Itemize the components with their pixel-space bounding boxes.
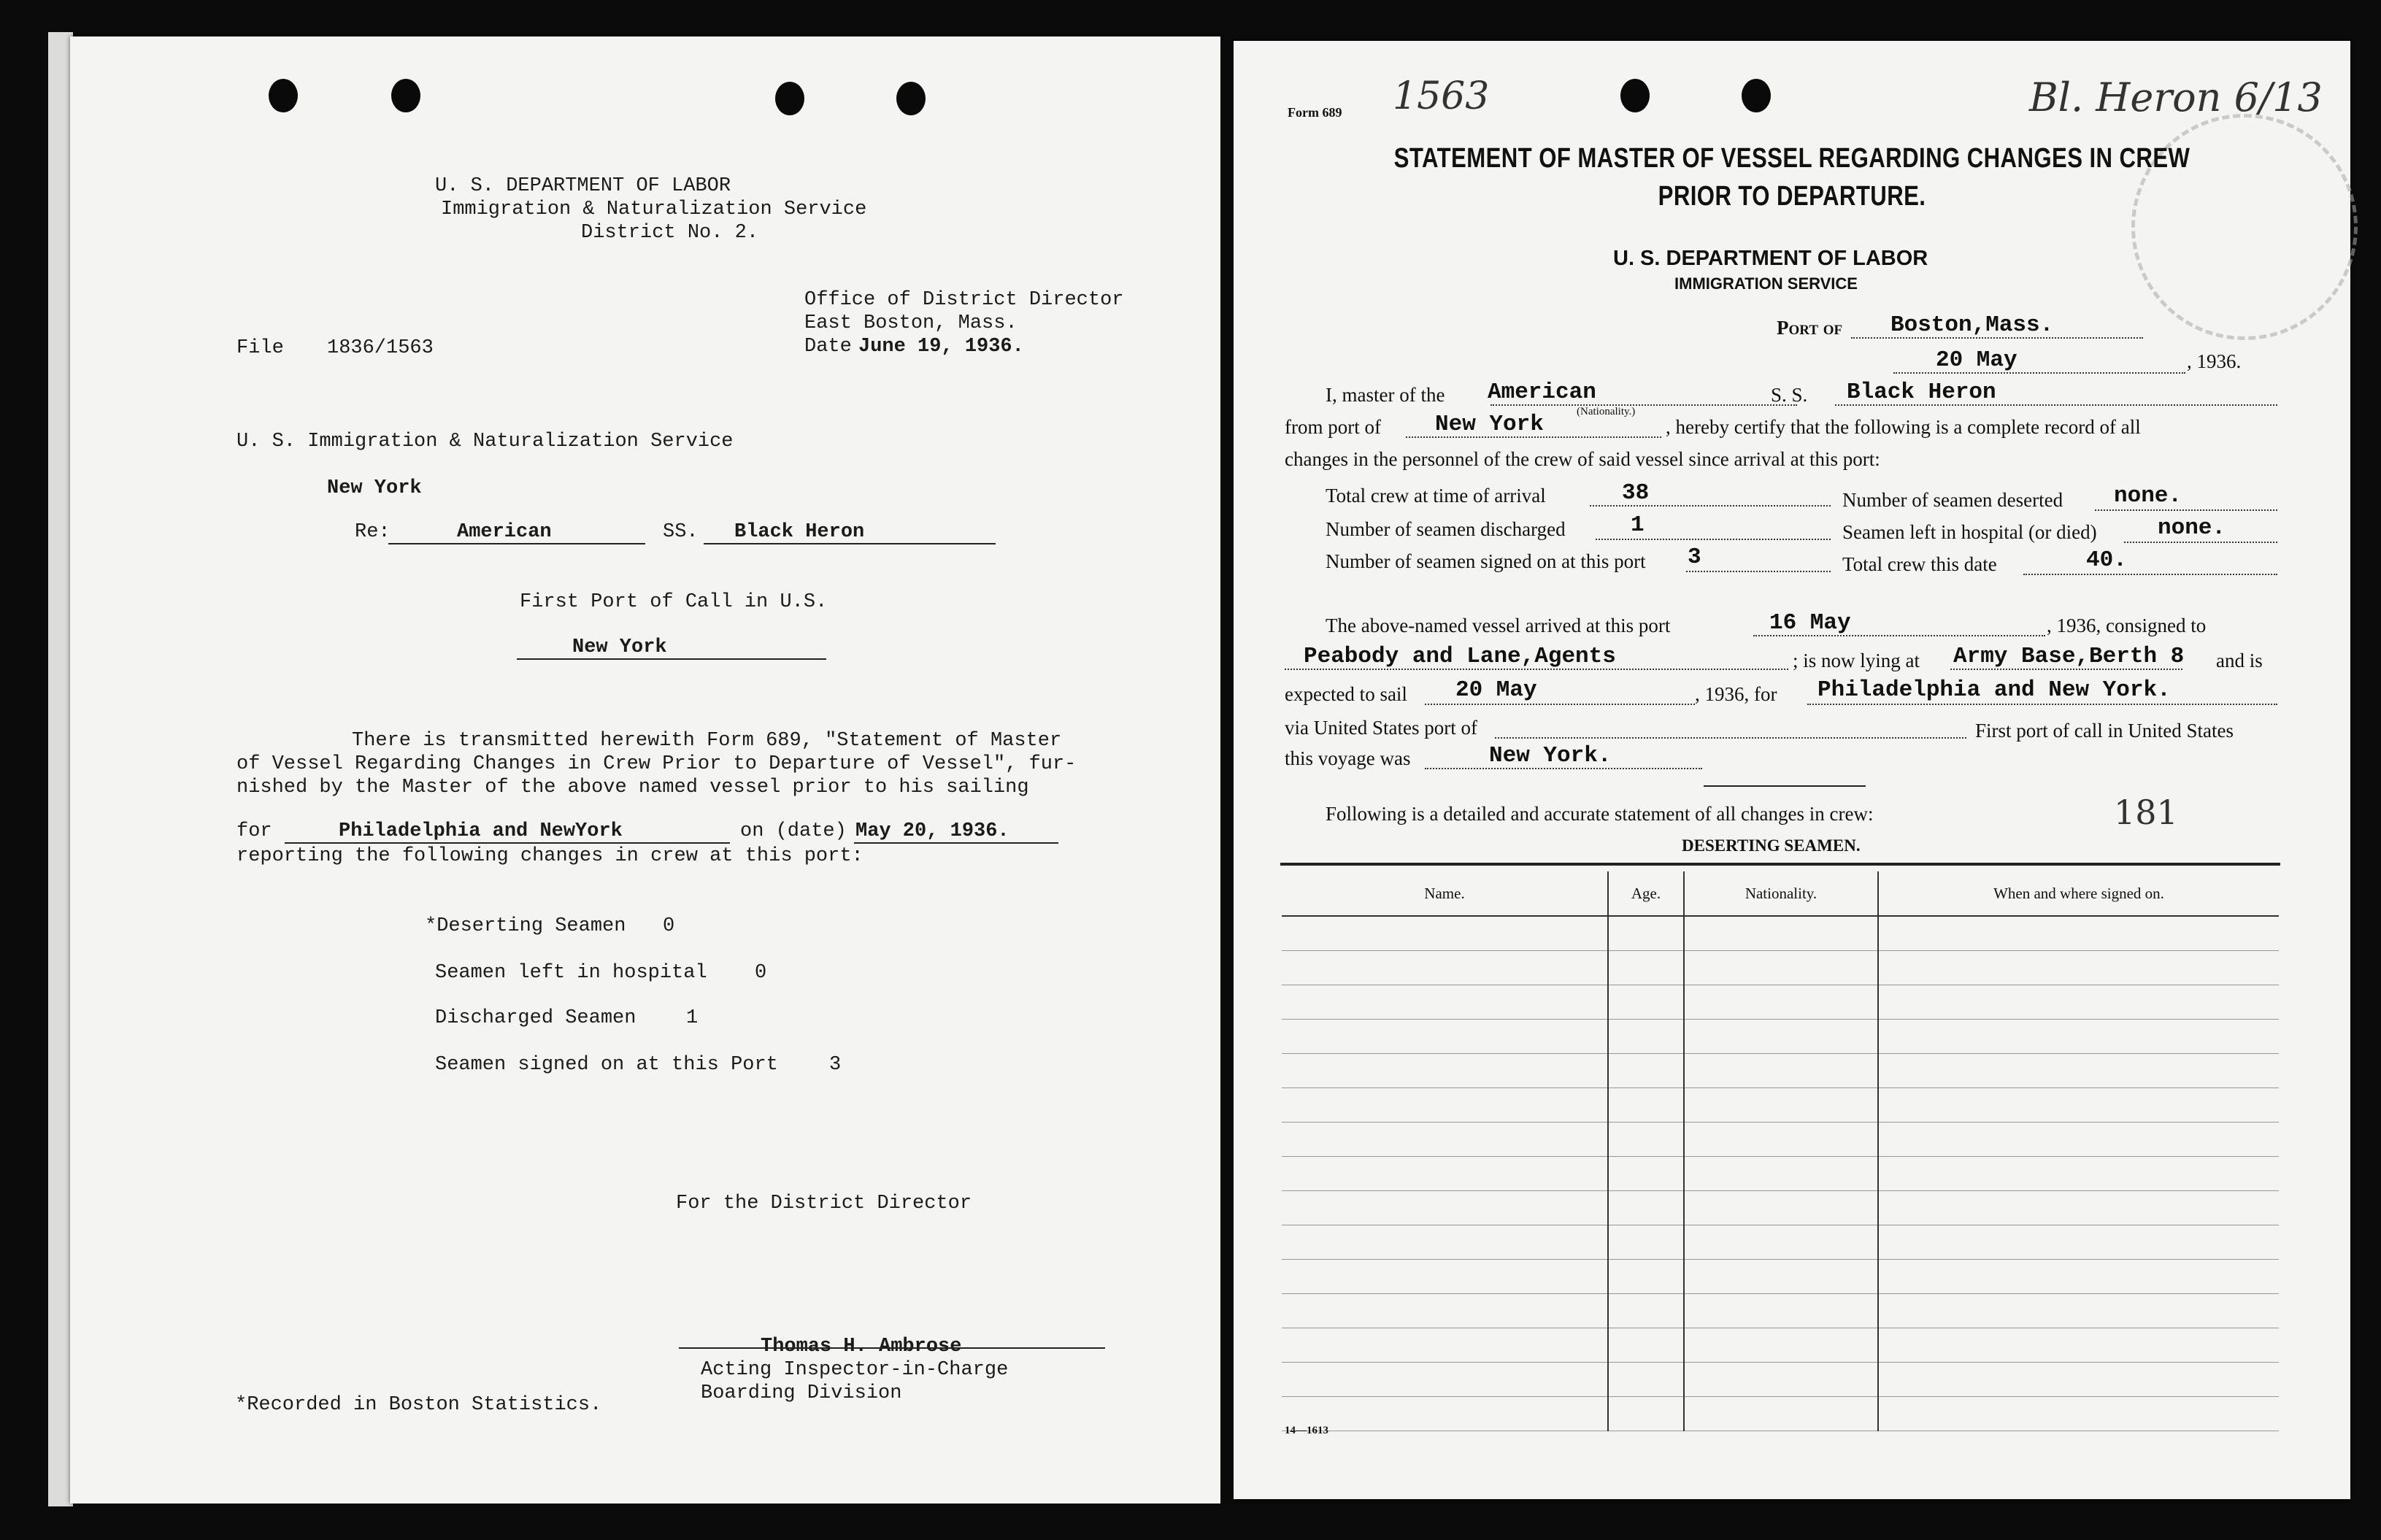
col-age: Age. — [1608, 871, 1684, 916]
change-hospital-value: 0 — [755, 962, 767, 984]
table-cell — [1608, 1157, 1684, 1191]
table-row — [1282, 1397, 2279, 1431]
form-date-year: , 1936. — [2187, 350, 2242, 372]
master-of-label: I, master of the — [1326, 384, 1445, 406]
form-dept: U. S. DEPARTMENT OF LABOR — [1613, 247, 1928, 270]
handwritten-vessel-note: Bl. Heron 6/13 — [2029, 74, 2323, 120]
table-cell — [1608, 1328, 1684, 1363]
table-row — [1282, 916, 2279, 951]
change-discharged-label: Discharged Seamen — [435, 1007, 636, 1029]
port-of-label: Port of — [1777, 317, 1843, 339]
first-call-label: First port of call in United States — [1975, 720, 2234, 742]
body-line-2: of Vessel Regarding Changes in Crew Prior to Departure of Vessel", fur- — [236, 753, 1077, 775]
table-cell — [1282, 1123, 1608, 1157]
table-cell — [1608, 951, 1684, 985]
destination-value: Philadelphia and New York. — [1818, 677, 2171, 703]
table-cell — [1684, 985, 1878, 1020]
on-date-label: on (date) — [740, 820, 847, 842]
table-cell — [1878, 1191, 2279, 1225]
stat-total-line — [2023, 574, 2277, 575]
table-cell — [1608, 1363, 1684, 1397]
expected-line — [1425, 704, 1695, 705]
table-row — [1282, 1020, 2279, 1054]
voyage-value: New York. — [1489, 743, 1612, 769]
table-top-rule — [1280, 863, 2280, 866]
stat-hospital-value: none. — [2158, 515, 2226, 541]
port-of-value: Boston,Mass. — [1890, 312, 2054, 338]
table-row — [1282, 1225, 2279, 1260]
table-cell — [1684, 1054, 1878, 1088]
table-cell — [1878, 1225, 2279, 1260]
punch-hole — [896, 82, 926, 115]
first-port-line — [517, 658, 826, 660]
col-signed-on: When and where signed on. — [1878, 871, 2279, 916]
table-cell — [1878, 1054, 2279, 1088]
letter-header-district: District No. 2. — [581, 222, 759, 244]
on-date-value: May 20, 1936. — [855, 820, 1009, 842]
table-cell — [1282, 1088, 1608, 1123]
table-cell — [1684, 951, 1878, 985]
table-cell — [1608, 985, 1684, 1020]
table-row — [1282, 1363, 2279, 1397]
body-line-3: nished by the Master of the above named vessel prior to his sailing — [236, 777, 1029, 798]
punch-hole — [269, 79, 298, 112]
stat-discharged-line — [1596, 539, 1831, 540]
table-row — [1282, 1191, 2279, 1225]
table-cell — [1282, 1157, 1608, 1191]
table-cell — [1684, 1157, 1878, 1191]
change-deserting-label: *Deserting Seamen — [425, 915, 626, 937]
expected-year: , 1936, for — [1695, 683, 1777, 705]
table-cell — [1878, 1260, 2279, 1294]
separator-rule — [1704, 785, 1866, 787]
table-cell — [1608, 1020, 1684, 1054]
ss-label: SS. — [663, 521, 699, 543]
deserting-seamen-table — [1282, 871, 2279, 1431]
table-cell — [1878, 951, 2279, 985]
table-cell — [1878, 1294, 2279, 1328]
table-cell — [1684, 916, 1878, 951]
stat-arrival-label: Total crew at time of arrival — [1326, 485, 1546, 507]
change-deserting-value: 0 — [663, 915, 675, 937]
punch-hole — [775, 82, 804, 115]
stat-total-value: 40. — [2086, 547, 2127, 573]
file-label: File — [236, 337, 284, 359]
reporting-line: reporting the following changes in crew at this port: — [236, 845, 863, 867]
stat-signed-label: Number of seamen signed on at this port — [1326, 550, 1646, 572]
table-row — [1282, 985, 2279, 1020]
addressee-city: New York — [327, 477, 422, 499]
first-port-value: New York — [572, 636, 667, 658]
punch-hole — [391, 79, 420, 112]
table-cell — [1282, 1020, 1608, 1054]
table-cell — [1282, 1294, 1608, 1328]
table-cell — [1878, 1397, 2279, 1431]
table-cell — [1608, 1397, 1684, 1431]
table-row — [1282, 951, 2279, 985]
table-cell — [1282, 985, 1608, 1020]
arrived-year: , 1936, consigned to — [2047, 615, 2207, 636]
col-name: Name. — [1282, 871, 1608, 916]
table-cell — [1684, 1294, 1878, 1328]
table-cell — [1608, 1088, 1684, 1123]
stat-signed-value: 3 — [1688, 544, 1701, 570]
certify-text-2: changes in the personnel of the crew of said vessel since arrival at this port: — [1285, 448, 1880, 470]
table-cell — [1282, 1054, 1608, 1088]
first-port-label: First Port of Call in U.S. — [520, 591, 828, 613]
punch-hole — [1620, 79, 1650, 112]
certify-text: , hereby certify that the following is a complete record of all — [1666, 416, 2141, 438]
stat-deserted-value: none. — [2114, 483, 2182, 509]
table-cell — [1684, 1225, 1878, 1260]
expected-value: 20 May — [1455, 677, 1537, 703]
signer-name: Thomas H. Ambrose — [761, 1336, 962, 1358]
on-date-line — [854, 842, 1058, 844]
stat-discharged-value: 1 — [1631, 512, 1645, 538]
arrived-label: The above-named vessel arrived at this port — [1326, 615, 1671, 636]
via-label: via United States port of — [1285, 717, 1477, 739]
ss-label-form: S. S. — [1771, 384, 1808, 406]
addressee-service: U. S. Immigration & Naturalization Service — [236, 431, 734, 453]
table-cell — [1282, 1328, 1608, 1363]
table-cell — [1282, 1260, 1608, 1294]
table-cell — [1684, 1020, 1878, 1054]
col-nationality: Nationality. — [1684, 871, 1878, 916]
ss-name-line — [704, 543, 996, 544]
change-signed-value: 3 — [829, 1054, 842, 1076]
stat-deserted-label: Number of seamen deserted — [1842, 489, 2063, 511]
lying-suffix: and is — [2216, 650, 2263, 671]
lying-value: Army Base,Berth 8 — [1953, 644, 2185, 669]
handwritten-181: 181 — [2114, 793, 2178, 832]
table-row — [1282, 1157, 2279, 1191]
table-cell — [1608, 1123, 1684, 1157]
letter-header-service: Immigration & Naturalization Service — [441, 199, 867, 220]
stat-hospital-label: Seamen left in hospital (or died) — [1842, 521, 2097, 543]
from-port-label: from port of — [1285, 416, 1381, 438]
from-port-value: New York — [1435, 412, 1544, 437]
table-cell — [1878, 1123, 2279, 1157]
for-destination: Philadelphia and NewYork — [339, 820, 623, 842]
signature-line — [679, 1347, 1105, 1349]
table-cell — [1684, 1123, 1878, 1157]
table-row — [1282, 1260, 2279, 1294]
re-label: Re: — [355, 521, 391, 543]
ss-value-form: Black Heron — [1847, 380, 1996, 405]
footnote: *Recorded in Boston Statistics. — [235, 1394, 602, 1416]
nationality-caption: (Nationality.) — [1577, 406, 1636, 417]
change-discharged-value: 1 — [686, 1007, 699, 1029]
table-row — [1282, 1328, 2279, 1363]
re-nationality: American — [457, 521, 552, 543]
for-district-director: For the District Director — [676, 1193, 972, 1214]
deserting-seamen-title: DESERTING SEAMEN. — [1682, 836, 1861, 855]
table-cell — [1878, 1363, 2279, 1397]
table-cell — [1878, 1157, 2279, 1191]
stat-deserted-line — [2095, 509, 2277, 511]
table-cell — [1684, 1363, 1878, 1397]
signer-division: Boarding Division — [701, 1382, 902, 1404]
left-page-edge — [48, 32, 73, 1506]
stat-arrival-value: 38 — [1622, 480, 1650, 506]
stat-hospital-line — [2124, 542, 2277, 543]
nationality-value: American — [1488, 380, 1596, 405]
table-cell — [1282, 1191, 1608, 1225]
handwritten-file-number: 1563 — [1393, 74, 1490, 118]
form-689-page — [1234, 41, 2350, 1499]
table-cell — [1608, 1260, 1684, 1294]
destination-line — [1807, 704, 2277, 705]
table-cell — [1608, 1294, 1684, 1328]
table-cell — [1684, 1328, 1878, 1363]
expected-label: expected to sail — [1285, 683, 1407, 705]
change-signed-label: Seamen signed on at this Port — [435, 1054, 778, 1076]
table-cell — [1608, 1225, 1684, 1260]
office-location: East Boston, Mass. — [804, 312, 1018, 334]
form-date-value: 20 May — [1936, 347, 2017, 373]
for-line — [285, 842, 730, 844]
file-number: 1836/1563 — [327, 337, 434, 359]
form-number: Form 689 — [1288, 105, 1342, 120]
table-cell — [1684, 1397, 1878, 1431]
table-row — [1282, 1088, 2279, 1123]
form-title-line2: PRIOR TO DEPARTURE. — [1658, 181, 1926, 212]
form-footer-code: 14—1613 — [1285, 1425, 1328, 1436]
table-cell — [1282, 951, 1608, 985]
body-line-1: There is transmitted herewith Form 689, "Statement of Master — [352, 730, 1062, 752]
table-cell — [1878, 1328, 2279, 1363]
following-label: Following is a detailed and accurate statement of all changes in crew: — [1326, 803, 1874, 825]
table-cell — [1608, 1054, 1684, 1088]
table-cell — [1684, 1191, 1878, 1225]
letter-page — [70, 36, 1220, 1504]
stat-total-label: Total crew this date — [1842, 553, 1997, 575]
for-label: for — [236, 820, 272, 842]
voyage-label: this voyage was — [1285, 747, 1411, 769]
table-cell — [1878, 985, 2279, 1020]
table-cell — [1684, 1088, 1878, 1123]
punch-hole — [1742, 79, 1771, 112]
table-cell — [1878, 916, 2279, 951]
signer-title: Acting Inspector-in-Charge — [701, 1359, 1009, 1381]
table-row — [1282, 1054, 2279, 1088]
lying-label: ; is now lying at — [1793, 650, 1920, 671]
ss-name: Black Heron — [734, 521, 865, 543]
table-cell — [1282, 1363, 1608, 1397]
re-nationality-line — [388, 543, 645, 544]
letter-header-dept: U. S. DEPARTMENT OF LABOR — [435, 175, 731, 197]
table-cell — [1608, 1191, 1684, 1225]
table-cell — [1684, 1260, 1878, 1294]
table-cell — [1878, 1088, 2279, 1123]
consignee-value: Peabody and Lane,Agents — [1304, 644, 1616, 669]
office-line: Office of District Director — [804, 289, 1124, 311]
table-cell — [1878, 1020, 2279, 1054]
arrived-value: 16 May — [1769, 610, 1851, 636]
change-hospital-label: Seamen left in hospital — [435, 962, 707, 984]
table-row — [1282, 1123, 2279, 1157]
table-cell — [1608, 916, 1684, 951]
date-label: Date — [804, 336, 852, 358]
table-cell — [1282, 916, 1608, 951]
table-cell — [1282, 1225, 1608, 1260]
stat-signed-line — [1686, 571, 1831, 572]
table-cell — [1282, 1397, 1608, 1431]
via-line — [1495, 737, 1966, 739]
form-service: IMMIGRATION SERVICE — [1674, 274, 1858, 293]
letter-date: June 19, 1936. — [858, 336, 1024, 358]
table-row — [1282, 1294, 2279, 1328]
form-title-line1: STATEMENT OF MASTER OF VESSEL REGARDING CHANGES IN CREW — [1393, 143, 2190, 174]
stat-discharged-label: Number of seamen discharged — [1326, 518, 1566, 540]
